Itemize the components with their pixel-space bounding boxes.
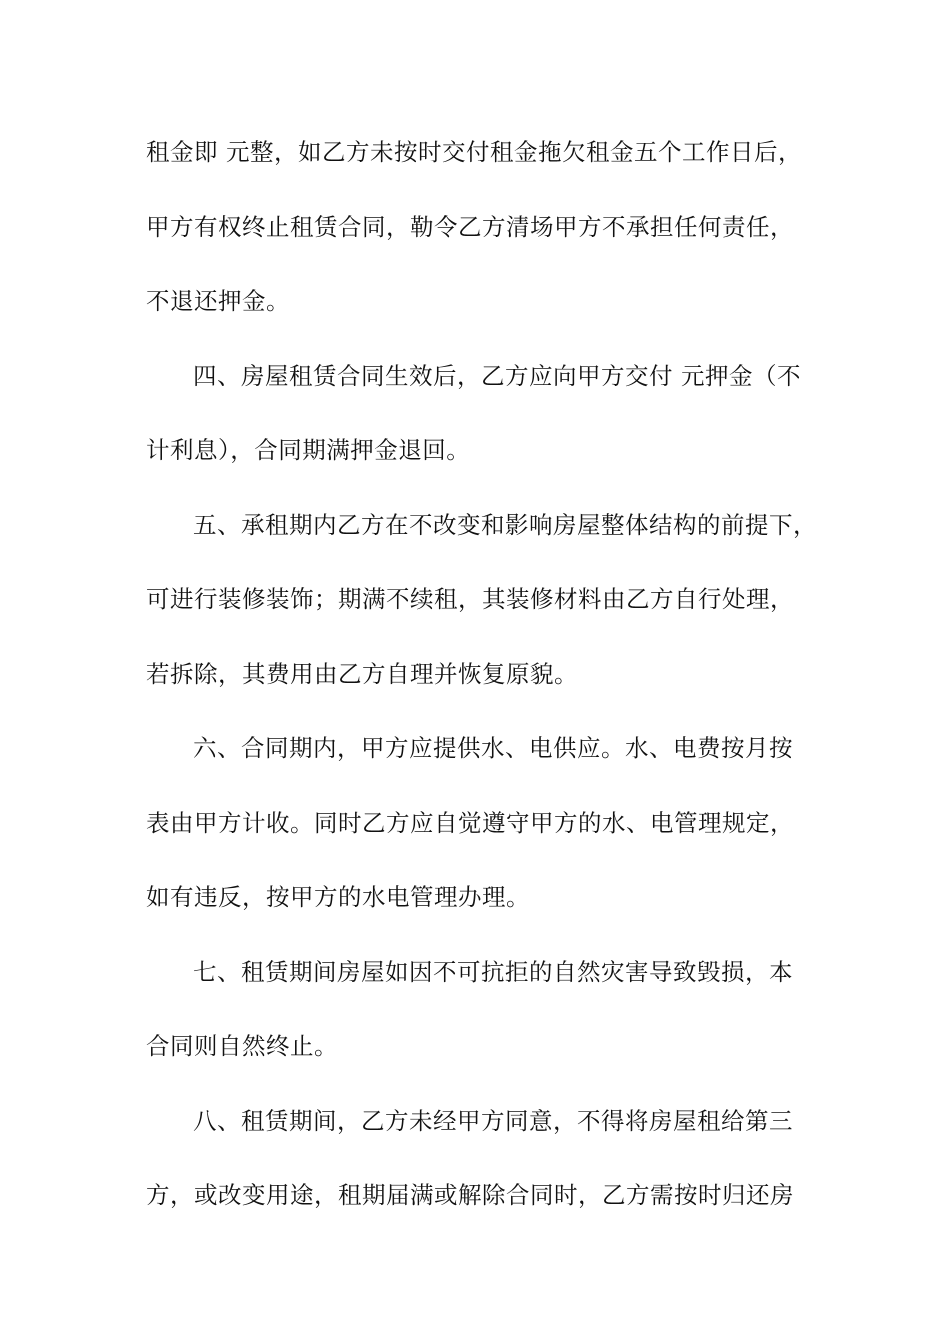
text-line: 计利息），合同期满押金退回。 [146, 436, 471, 464]
clause-5-first-line: 五、承租期内乙方在不改变和影响房屋整体结构的前提下， [193, 510, 817, 539]
clause-6-first-line: 六、合同期内，甲方应提供水、电供应。水、电费按月按 [193, 734, 793, 762]
clause-4-first-line: 四、房屋租赁合同生效后，乙方应向甲方交付 元押金（不 [193, 361, 801, 390]
text-line: 不退还押金。 [146, 287, 290, 315]
clause-8-first-line: 八、租赁期间，乙方未经甲方同意，不得将房屋租给第三 [193, 1106, 793, 1135]
clause-7-first-line: 七、租赁期间房屋如因不可抗拒的自然灾害导致毁损，本 [193, 957, 793, 986]
text-line: 租金即 元整，如乙方未按时交付租金拖欠租金五个工作日后， [146, 138, 802, 166]
text-line: 合同则自然终止。 [146, 1032, 338, 1060]
text-line: 如有违反，按甲方的水电管理办理。 [146, 883, 530, 911]
text-line: 若拆除，其费用由乙方自理并恢复原貌。 [146, 659, 578, 688]
text-line: 可进行装修装饰；期满不续租，其装修材料由乙方自行处理， [146, 585, 794, 613]
text-line: 表由甲方计收。同时乙方应自觉遵守甲方的水、电管理规定， [146, 808, 794, 837]
text-line: 甲方有权终止租赁合同，勒令乙方清场甲方不承担任何责任， [146, 212, 794, 241]
contract-body-text [146, 130, 836, 1248]
text-line: 方，或改变用途，租期届满或解除合同时，乙方需按时归还房 [146, 1181, 794, 1209]
